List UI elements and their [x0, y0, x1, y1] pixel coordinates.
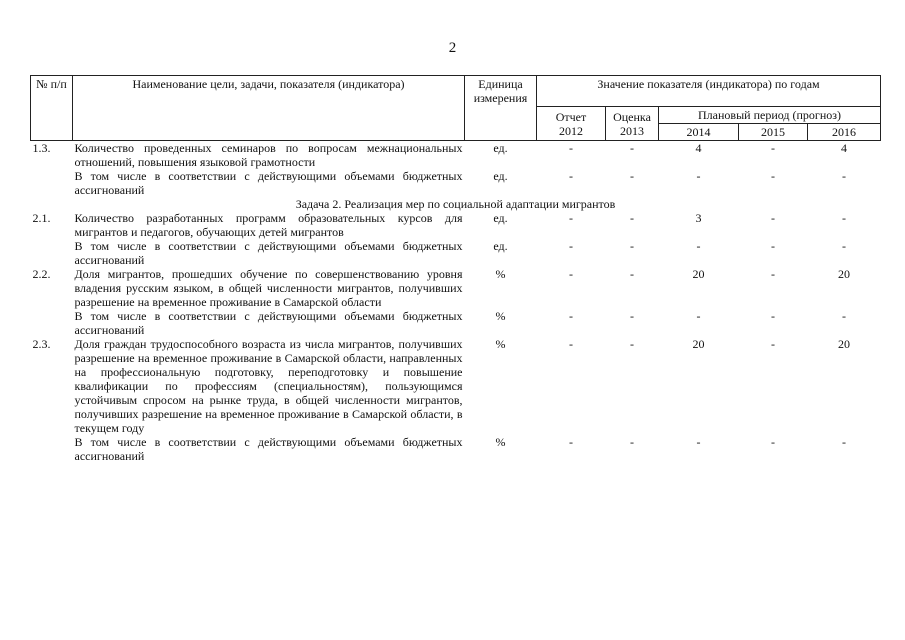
- value-2012: -: [569, 211, 573, 225]
- subvalue-2013: -: [630, 309, 634, 323]
- table-subrow: [31, 169, 881, 197]
- subvalue-2012: -: [569, 309, 573, 323]
- subrow-unit: %: [495, 435, 506, 449]
- value-2016: 4: [841, 141, 848, 155]
- task-heading-row: [31, 197, 881, 211]
- indicators-table: [30, 75, 881, 463]
- subrow-indicator-name: В том числе в соответствии с действующими объемами бюджетных ассигнований: [74, 435, 463, 463]
- header-name: Наименование цели, задачи, показателя (индикатора): [73, 76, 465, 141]
- row-unit: %: [495, 337, 506, 351]
- subvalue-2013: -: [630, 239, 634, 253]
- value-2012: -: [569, 141, 573, 155]
- header-estimate: Оценка 2013: [606, 107, 659, 141]
- value-2014: 4: [695, 141, 702, 155]
- header-year-2016: 2016: [808, 124, 881, 141]
- value-2013: -: [630, 337, 634, 351]
- subrow-indicator-name: В том числе в соответствии с действующими объемами бюджетных ассигнований: [74, 239, 463, 267]
- subvalue-2015: -: [771, 169, 775, 183]
- subvalue-2012: -: [569, 239, 573, 253]
- task-heading: Задача 2. Реализация мер по социальной адаптации мигрантов: [295, 197, 616, 211]
- header-report: Отчет 2012: [537, 107, 606, 141]
- value-2015: -: [771, 211, 775, 225]
- header-row-top: [31, 76, 881, 107]
- header-values-group: Значение показателя (индикатора) по годам: [537, 76, 881, 107]
- table-row: [31, 141, 881, 170]
- subvalue-2016: -: [842, 309, 847, 323]
- value-2015: -: [771, 337, 775, 351]
- subvalue-2016: -: [842, 239, 847, 253]
- row-number: 1.3.: [32, 141, 51, 155]
- subvalue-2014: -: [696, 239, 701, 253]
- row-unit: %: [495, 267, 506, 281]
- value-2015: -: [771, 141, 775, 155]
- subrow-unit: %: [495, 309, 506, 323]
- row-indicator-name: Количество проведенных семинаров по вопросам межнациональных отношений, повышения языковой грамотности: [74, 141, 463, 169]
- table-row: [31, 211, 881, 239]
- value-2016: 20: [838, 337, 851, 351]
- subvalue-2012: -: [569, 169, 573, 183]
- subvalue-2012: -: [569, 435, 573, 449]
- value-2012: -: [569, 337, 573, 351]
- value-2016: 20: [838, 267, 851, 281]
- subvalue-2014: -: [696, 169, 701, 183]
- subrow-unit: ед.: [493, 239, 508, 253]
- subrow-indicator-name: В том числе в соответствии с действующими объемами бюджетных ассигнований: [74, 309, 463, 337]
- page-number: 2: [448, 40, 457, 56]
- table-subrow: [31, 309, 881, 337]
- value-2014: 3: [695, 211, 702, 225]
- value-2016: -: [842, 211, 847, 225]
- subvalue-2015: -: [771, 309, 775, 323]
- value-2012: -: [569, 267, 573, 281]
- table-row: [31, 267, 881, 309]
- header-planned: Плановый период (прогноз): [659, 107, 881, 124]
- row-unit: ед.: [493, 141, 508, 155]
- subvalue-2016: -: [842, 435, 847, 449]
- subvalue-2014: -: [696, 435, 701, 449]
- header-unit: Единица измерения: [465, 76, 537, 141]
- subvalue-2013: -: [630, 169, 634, 183]
- header-year-2014: 2014: [659, 124, 739, 141]
- header-year-2015: 2015: [739, 124, 808, 141]
- value-2013: -: [630, 211, 634, 225]
- subvalue-2016: -: [842, 169, 847, 183]
- table-subrow: [31, 239, 881, 267]
- value-2015: -: [771, 267, 775, 281]
- row-indicator-name: Доля мигрантов, прошедших обучение по совершенствованию уровня владения русским языком, в общей численности мигрантов, получивших разрешение на временное проживание в Самарской области: [74, 267, 463, 309]
- subvalue-2013: -: [630, 435, 634, 449]
- row-number: 2.1.: [32, 211, 51, 225]
- subvalue-2015: -: [771, 435, 775, 449]
- row-number: 2.3.: [32, 337, 51, 351]
- row-indicator-name: Количество разработанных программ образовательных курсов для мигрантов и педагогов, обучающих детей мигрантов: [74, 211, 463, 239]
- value-2013: -: [630, 267, 634, 281]
- row-indicator-name: Доля граждан трудоспособного возраста из числа мигрантов, получивших разрешение на временное проживание в Самарской области, направленных на профессиональную подготовку, переподготовку и повышение квалификации по профессиям (специальностям), пользующимся устойчивым спросом на рынке труда, в общей численности мигрантов, получивших разрешение на временное проживание в Самарской области, в текущем году: [74, 337, 463, 435]
- subrow-unit: ед.: [493, 169, 508, 183]
- row-number: 2.2.: [32, 267, 51, 281]
- table-subrow: [31, 435, 881, 463]
- subvalue-2015: -: [771, 239, 775, 253]
- subvalue-2014: -: [696, 309, 701, 323]
- subrow-indicator-name: В том числе в соответствии с действующими объемами бюджетных ассигнований: [74, 169, 463, 197]
- value-2014: 20: [692, 337, 705, 351]
- value-2014: 20: [692, 267, 705, 281]
- row-unit: ед.: [493, 211, 508, 225]
- table-row: [31, 337, 881, 435]
- header-num: № п/п: [31, 76, 73, 141]
- value-2013: -: [630, 141, 634, 155]
